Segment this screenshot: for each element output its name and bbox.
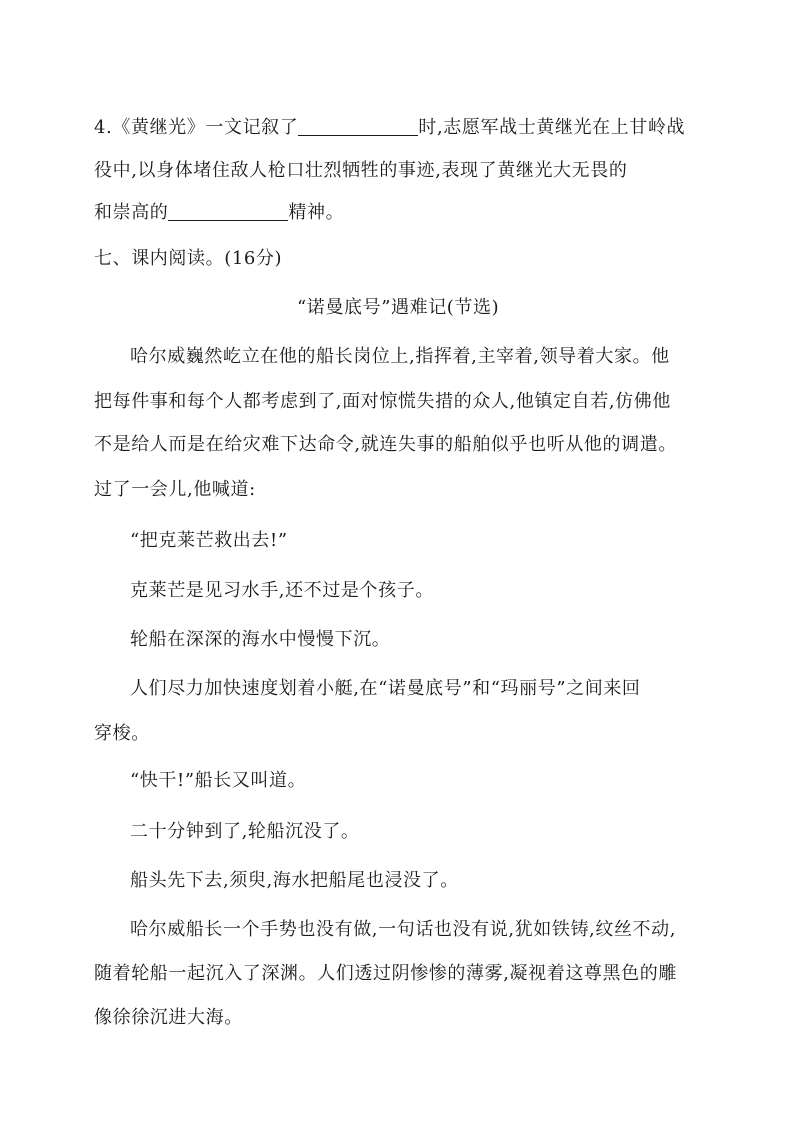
question-4-line-2: 役中,以身体堵住敌人枪口壮烈牺牲的事迹,表现了黄继光大无畏的 [94, 160, 628, 181]
passage-p9-line-1: 哈尔威船长一个手势也没有做,一句话也没有说,犹如铁铸,纹丝不动, [130, 919, 677, 940]
passage-p8: 船头先下去,须臾,海水把船尾也浸没了。 [130, 870, 459, 891]
passage-p1-line-1: 哈尔威巍然屹立在他的船长岗位上,指挥着,主宰着,领导着大家。他 [130, 346, 670, 367]
question-4-line-3 [94, 199, 344, 227]
passage-p1-line-2: 把每件事和每个人都考虑到了,面对惊慌失措的众人,他镇定自若,仿佛他 [94, 391, 671, 412]
passage-p1-line-4: 过了一会儿,他喊道: [94, 479, 256, 500]
passage-p2: “把克莱芒救出去!” [130, 530, 288, 551]
passage-p4: 轮船在深深的海水中慢慢下沉。 [130, 629, 391, 650]
passage-p7: 二十分钟到了,轮船沉没了。 [130, 821, 360, 842]
question-4-text-b: 时,志愿军战士黄继光在上甘岭战 [418, 117, 686, 138]
section-7-heading: 七、课内阅读。(16分) [94, 248, 283, 269]
question-4-text-d: 精神。 [288, 202, 345, 223]
passage-p6: “快干!”船长又叫道。 [130, 770, 307, 791]
question-4-line-1 [94, 114, 685, 142]
passage-p5-line-2: 穿梭。 [94, 723, 150, 744]
answer-blank-1[interactable] [298, 117, 418, 136]
passage-p9-line-3: 像徐徐沉进大海。 [94, 1007, 243, 1028]
passage-p9-line-2: 随着轮船一起沉入了深渊。人们透过阴惨惨的薄雾,凝视着这尊黑色的雕 [94, 963, 677, 984]
passage-title: “诺曼底号”遇难记(节选) [297, 297, 500, 318]
answer-blank-2[interactable] [168, 202, 288, 221]
question-4-text-a: 4.《黄继光》一文记叙了 [94, 117, 299, 138]
passage-p1-line-3: 不是给人而是在给灾难下达命令,就连失事的船舶似乎也听从他的调遣。 [94, 434, 677, 455]
passage-p5-line-1: 人们尽力加快速度划着小艇,在“诺曼底号”和“玛丽号”之间来回 [130, 678, 641, 699]
question-4-text-c: 和崇高的 [94, 202, 169, 223]
passage-p3: 克莱芒是见习水手,还不过是个孩子。 [130, 580, 434, 601]
